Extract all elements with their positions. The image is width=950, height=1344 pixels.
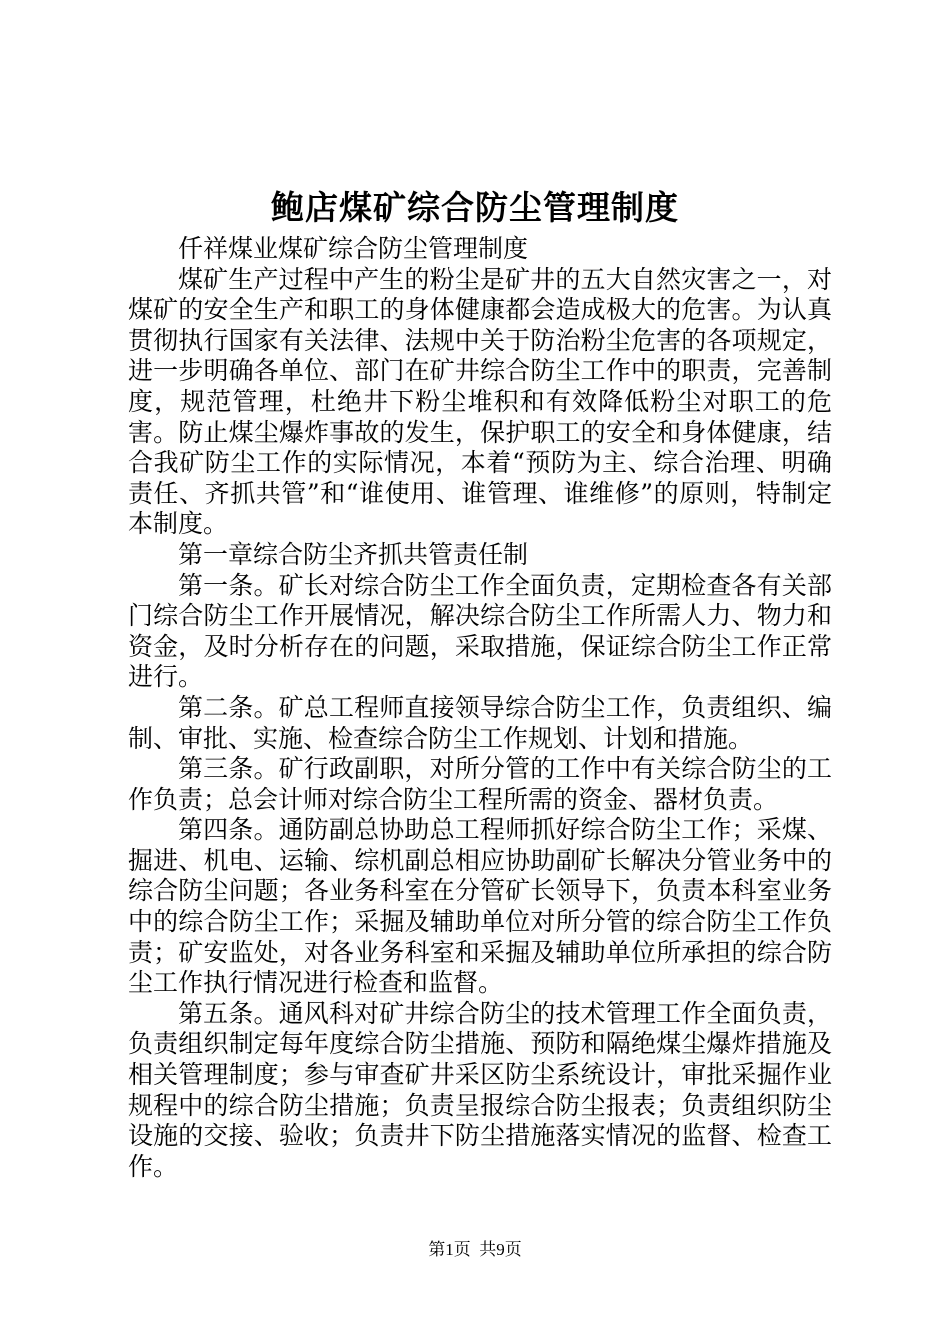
page-footer	[0, 1238, 950, 1262]
document-body	[128, 234, 832, 1182]
page-number: 第1页	[428, 1240, 471, 1259]
intro-paragraph: 煤矿生产过程中产生的粉尘是矿井的五大自然灾害之一，对煤矿的安全生产和职工的身体健康都会造成极大的危害。为认真贯彻执行国家有关法律、法规中关于防治粉尘危害的各项规定，进一步明确各单位、部门在矿井综合防尘工作中的职责，完善制度，规范管理，杜绝井下粉尘堆积和有效降低粉尘对职工的危害。防止煤尘爆炸事故的发生，保护职工的安全和身体健康，结合我矿防尘工作的实际情况，本着“预防为主、综合治理、明确责任、齐抓共管”和“谁使用、谁管理、谁维修”的原则，特制定本制度。	[128, 264, 832, 539]
article-2-paragraph: 第二条。矿总工程师直接领导综合防尘工作，负责组织、编制、审批、实施、检查综合防尘工作规划、计划和措施。	[128, 692, 832, 753]
chapter-heading: 第一章综合防尘齐抓共管责任制	[178, 539, 529, 569]
page-total: 共9页	[479, 1240, 522, 1259]
article-3-paragraph: 第三条。矿行政副职，对所分管的工作中有关综合防尘的工作负责；总会计师对综合防尘工程所需的资金、器材负责。	[128, 754, 832, 814]
document-title: 鲍店煤矿综合防尘管理制度	[271, 188, 679, 227]
article-5-paragraph: 第五条。通风科对矿井综合防尘的技术管理工作全面负责，负责组织制定每年度综合防尘措施、预防和隔绝煤尘爆炸措施及相关管理制度；参与审查矿井采区防尘系统设计，审批采掘作业规程中的综合防尘措施；负责呈报综合防尘报表；负责组织防尘设施的交接、验收；负责井下防尘措施落实情况的监督、检查工作。	[128, 998, 832, 1181]
article-1-paragraph: 第一条。矿长对综合防尘工作全面负责，定期检查各有关部门综合防尘工作开展情况，解决综合防尘工作所需人力、物力和资金，及时分析存在的问题，采取措施，保证综合防尘工作正常进行。	[128, 570, 832, 692]
subtitle-paragraph: 仟祥煤业煤矿综合防尘管理制度	[178, 234, 529, 263]
article-4-paragraph: 第四条。通防副总协助总工程师抓好综合防尘工作；采煤、掘进、机电、运输、综机副总相应协助副矿长解决分管业务中的综合防尘问题；各业务科室在分管矿长领导下，负责本科室业务中的综合防尘工作；采掘及辅助单位对所分管的综合防尘工作负责；矿安监处，对各业务科室和采掘及辅助单位所承担的综合防尘工作执行情况进行检查和监督。	[128, 815, 832, 998]
